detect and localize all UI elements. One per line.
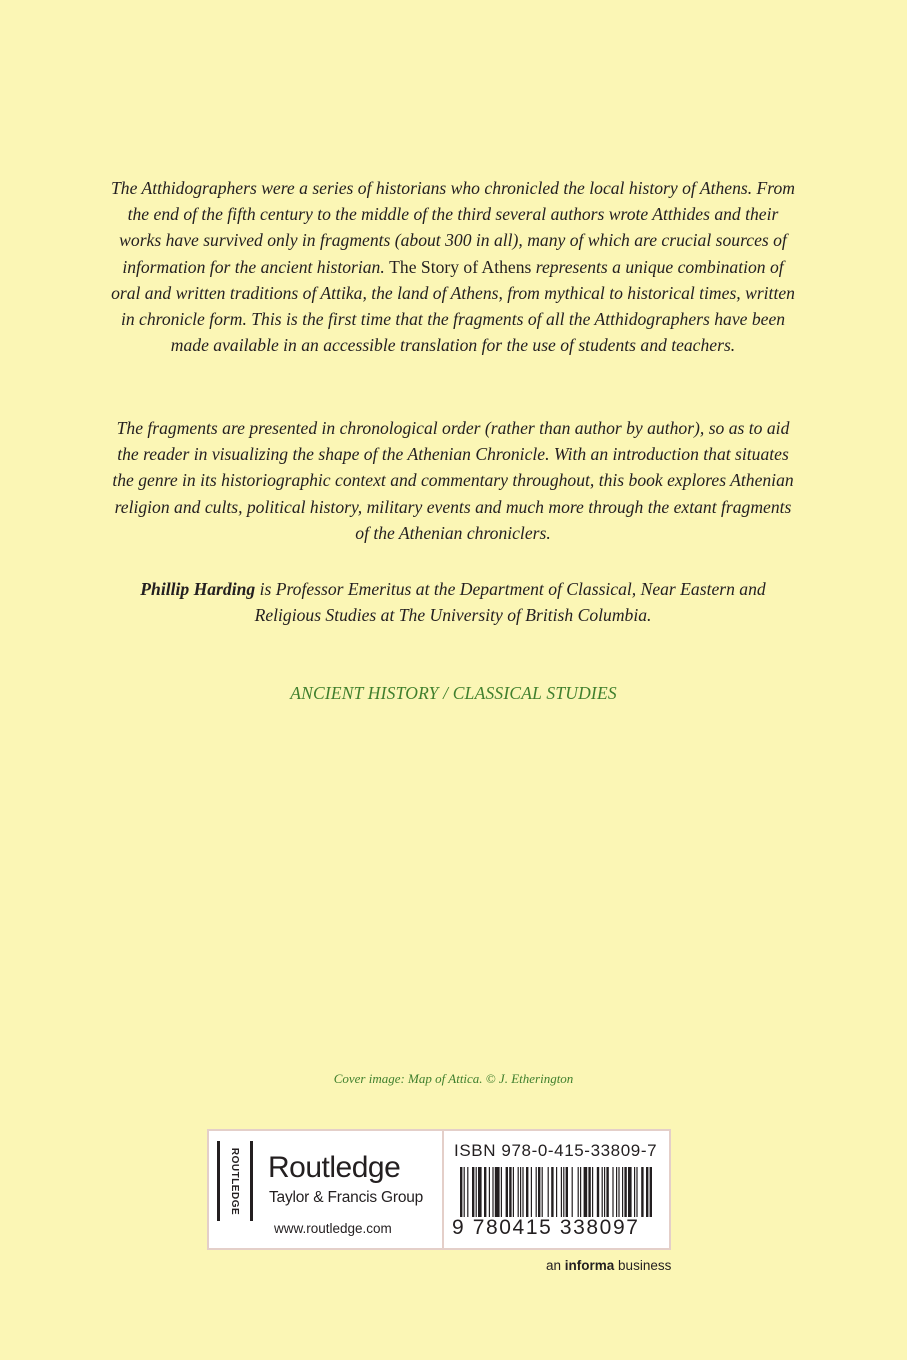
logo-text: ROUTLEDGE (229, 1147, 241, 1215)
isbn-label: ISBN 978-0-415-33809-7 (454, 1141, 658, 1160)
publisher-group: Taylor & Francis Group (269, 1189, 424, 1206)
barcode-bar (484, 1167, 486, 1217)
barcode-bar (580, 1167, 581, 1217)
barcode-bar (492, 1167, 493, 1217)
barcode-bar (489, 1167, 490, 1217)
barcode-bar (526, 1167, 528, 1217)
barcode-bar (522, 1167, 523, 1217)
isbn-panel (444, 1129, 671, 1250)
barcode-bar (612, 1167, 613, 1217)
barcode-bar (467, 1167, 468, 1217)
barcode-bar (572, 1167, 573, 1217)
barcode-bar (641, 1167, 643, 1217)
barcode-bar (561, 1167, 562, 1217)
barcode-bar (602, 1167, 603, 1217)
routledge-logo-icon (217, 1141, 253, 1221)
barcode-bar (604, 1167, 605, 1217)
informa-prefix: an (546, 1258, 565, 1273)
barcode-icon (454, 1167, 659, 1217)
barcode-bar (509, 1167, 511, 1217)
barcode-bar (548, 1167, 549, 1217)
subject-category: ANCIENT HISTORY / CLASSICAL STUDIES (290, 683, 617, 703)
barcode-bar (506, 1167, 508, 1217)
informa-suffix: business (614, 1258, 672, 1273)
barcode-bar (520, 1167, 521, 1217)
barcode-bar (592, 1167, 593, 1217)
description-text: represents a unique combination of oral and written traditions of Attika, the land of Athens, from mythical to historical times, written in chronicle form. This is the first time that the fragments of all the Atthidographers have been made available in an accessible translation for the use of students and teachers. (111, 256, 795, 356)
author-bio (108, 576, 798, 628)
barcode-bar (634, 1167, 635, 1217)
publisher-name: Routledge (268, 1151, 401, 1184)
barcode-bar (472, 1167, 474, 1217)
barcode-bar (513, 1167, 514, 1217)
barcode-bar (616, 1167, 617, 1217)
barcode-bar (628, 1167, 632, 1217)
cover-image-credit: Cover image: Map of Attica. © J. Etherington (333, 1071, 574, 1086)
barcode-bar (501, 1167, 502, 1217)
barcode-bar (636, 1167, 637, 1217)
publisher-url: www.routledge.com (274, 1221, 392, 1236)
barcode-bar (606, 1167, 608, 1217)
description-text: The Atthidographers were a series of historians who chronicled the local history of Athens. From the end of the fifth century to the middle of the third several authors wrote Atthides and their works have survived only in fragments (about 300 in all), many of which are crucial sources of information for the ancient historian. (110, 178, 795, 277)
barcode-bar (618, 1167, 619, 1217)
author-bio-text: is Professor Emeritus at the Department of Classical, Near Eastern and Religious Studies at The University of British Columbia. (254, 579, 766, 626)
author-name: Phillip Harding (140, 579, 256, 599)
barcode-bar (584, 1167, 588, 1217)
description-paragraph-1 (108, 175, 798, 358)
barcode-bar (588, 1167, 590, 1217)
barcode-bar (646, 1167, 648, 1217)
barcode-bar (597, 1167, 599, 1217)
informa-business-tagline (546, 1258, 671, 1273)
barcode-bar (650, 1167, 652, 1217)
description-paragraph-2: The fragments are presented in chronological order (rather than author by author), so as to aid the reader in visualizing the shape of the Athenian Chronicle. With an introduction that situates the genre in its historiographic context and commentary throughout, this book explores Athenian religion and cults, political history, military events and much more through the extant fragments of the Athenian chroniclers. (112, 418, 794, 543)
barcode-bar (563, 1167, 564, 1217)
barcode-bar (460, 1167, 462, 1217)
barcode-bar (518, 1167, 519, 1217)
barcode-bar (624, 1167, 626, 1217)
barcode-bar (556, 1167, 557, 1217)
barcode-bar (478, 1167, 482, 1217)
publisher-panel (207, 1129, 444, 1250)
book-title: The Story of Athens (389, 256, 532, 277)
barcode-bar (476, 1167, 477, 1217)
barcode-bar (622, 1167, 623, 1217)
informa-brand: informa (564, 1258, 615, 1273)
barcode-bar (536, 1167, 537, 1217)
barcode-bar (542, 1167, 543, 1217)
barcode-bar (578, 1167, 579, 1217)
barcode-bar (531, 1167, 532, 1217)
barcode-bar (566, 1167, 568, 1217)
barcode-bar (551, 1167, 553, 1217)
barcode-bar (495, 1167, 500, 1217)
barcode-digits: 9 780415 338097 (452, 1216, 640, 1239)
barcode-bar (464, 1167, 465, 1217)
barcode-bar (538, 1167, 540, 1217)
